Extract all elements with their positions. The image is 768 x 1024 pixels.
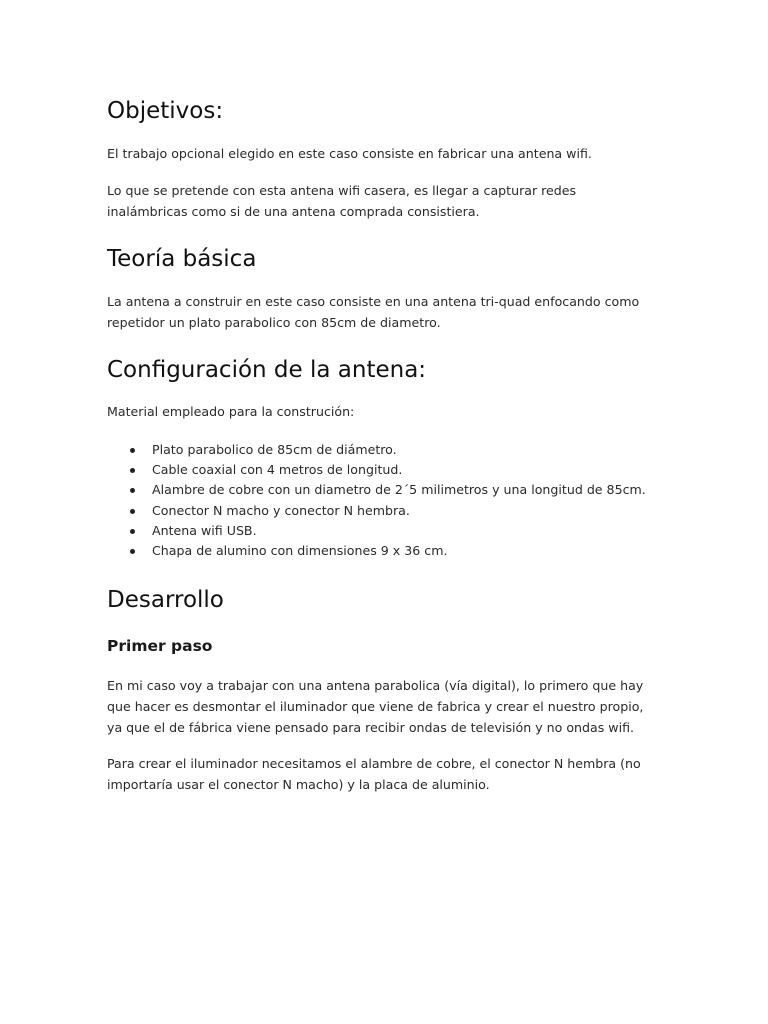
text-line: inalámbricas como si de una antena comprada consistiera. xyxy=(107,204,480,219)
paragraph-objetivos-2 xyxy=(107,180,682,222)
list-item: Alambre de cobre con un diametro de 2´5 milimetros y una longitud de 85cm. xyxy=(107,480,646,500)
text-line: importaría usar el conector N macho) y la placa de aluminio. xyxy=(107,777,490,792)
paragraph-desarrollo-2 xyxy=(107,753,682,795)
text-line: Material empleado para la construción: xyxy=(107,404,355,419)
text-line: repetidor un plato parabolico con 85cm de diametro. xyxy=(107,315,441,330)
paragraph-objetivos-1 xyxy=(107,143,682,164)
paragraph-teoria xyxy=(107,291,682,333)
materials-list xyxy=(107,440,646,561)
list-item: Plato parabolico de 85cm de diámetro. xyxy=(107,440,646,460)
text-line: ya que el de fábrica viene pensado para recibir ondas de televisión y no ondas wifi. xyxy=(107,720,635,735)
list-item: Cable coaxial con 4 metros de longitud. xyxy=(107,460,646,480)
paragraph-desarrollo-1 xyxy=(107,675,682,738)
heading-teoria: Teoría básica xyxy=(107,246,257,272)
heading-objetivos: Objetivos: xyxy=(107,98,224,124)
text-line: que hacer es desmontar el iluminador que viene de fabrica y crear el nuestro propio, xyxy=(107,699,644,714)
text-line: Para crear el iluminador necesitamos el alambre de cobre, el conector N hembra (no xyxy=(107,756,641,771)
heading-configuracion: Configuración de la antena: xyxy=(107,357,427,383)
text-line: En mi caso voy a trabajar con una antena parabolica (vía digital), lo primero que hay xyxy=(107,678,644,693)
text-line: El trabajo opcional elegido en este caso consiste en fabricar una antena wifi. xyxy=(107,146,592,161)
heading-desarrollo: Desarrollo xyxy=(107,587,224,613)
text-line: Lo que se pretende con esta antena wifi casera, es llegar a capturar redes xyxy=(107,183,577,198)
paragraph-material-intro xyxy=(107,401,682,422)
text-line: La antena a construir en este caso consiste en una antena tri-quad enfocando como xyxy=(107,294,640,309)
list-item: Antena wifi USB. xyxy=(107,521,646,541)
list-item: Conector N macho y conector N hembra. xyxy=(107,501,646,521)
subheading-primer-paso: Primer paso xyxy=(107,637,213,655)
list-item: Chapa de alumino con dimensiones 9 x 36 cm. xyxy=(107,541,646,561)
